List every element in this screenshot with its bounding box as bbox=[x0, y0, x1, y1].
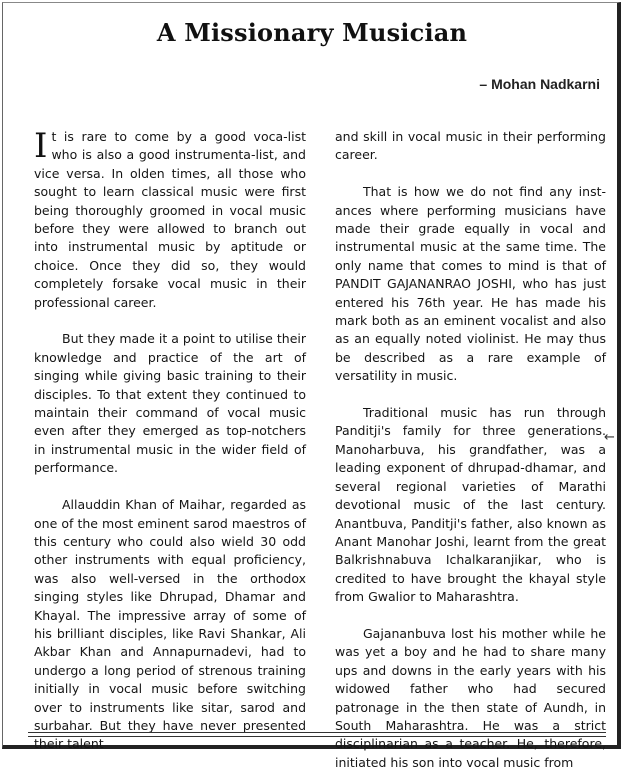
right-column bbox=[335, 128, 606, 772]
footer-rule-top bbox=[28, 732, 606, 733]
paragraph-4: and skill in vocal music in their performing career. bbox=[335, 129, 606, 163]
margin-arrow-icon: ← bbox=[604, 430, 615, 445]
paragraph-6: Traditional music has run through Panditji's family for three generations. Manoharbuva, his grandfather, was a leading exponent of dhrupad-dhamar, and several regional varieties of Marathi devotional music of the last century. Anantbuva, Panditji's father, also known as Anant Manohar Joshi, learnt from the great Balkrishnabuva Ichalkaranjikar, who is credited to have brought the khayal style from Gwalior to Maharashtra. bbox=[335, 405, 606, 605]
paragraph-7: Gajananbuva lost his mother while he was yet a boy and he had to share many ups and downs in the early years with his widowed father who had secured patronage in the then state of Aundh, in South Maharashtra. He was a strict disciplinarian as a teacher. He, therefore, initiated his son into vocal music from bbox=[335, 625, 606, 770]
drop-cap: I bbox=[34, 126, 48, 166]
paragraph-5: That is how we do not find any inst-ances where performing musicians have made their grade equally in vocal and instrumental music at the same time. The only name that comes to mind is that of PANDIT GAJANANRAO JOSHI, who has just entered his 76th year. He has made his mark both as an eminent vocalist and also as an equally noted violinist. He may thus be described as a rare example of versatility in music. bbox=[335, 184, 606, 384]
paragraph-3: Allauddin Khan of Maihar, regarded as one of the most eminent sarod maestros of this century who could also wield 30 odd other instruments with equal proficiency, was also well-versed in the orthodox singing styles like Dhrupad, Dhamar and Khayal. The impressive array of some of his brilliant disciples, like Ravi Shankar, Ali Akbar Khan and Annapurnadevi, had to undergo a long period of strenous training initially in vocal music before switching over to instruments like sitar, sarod and surbahar. But they have never presented their talent bbox=[34, 497, 306, 752]
footer-rule-bottom bbox=[28, 736, 606, 737]
article-title: A Missionary Musician bbox=[156, 18, 468, 47]
paragraph-2: But they made it a point to utilise their knowledge and practice of the art of singing while giving basic training to their disciples. To that extent they continued to maintain their command of vocal music even after they emerged as top-notchers in instrumental music in the wider field of performance. bbox=[34, 331, 306, 476]
left-column bbox=[34, 128, 306, 754]
author-byline: – Mohan Nadkarni bbox=[479, 76, 600, 92]
paragraph-1-text: t is rare to come by a good voca-list who is also a good instrumenta-list, and vice versa. In olden times, all those who sought to learn classical music were first being thoroughly groomed in vocal music before they were allowed to branch out into instrumental music by aptitude or choice. Once they did so, they would completely forsake vocal music in their professional career. bbox=[34, 129, 306, 310]
paragraph-1 bbox=[34, 128, 306, 312]
